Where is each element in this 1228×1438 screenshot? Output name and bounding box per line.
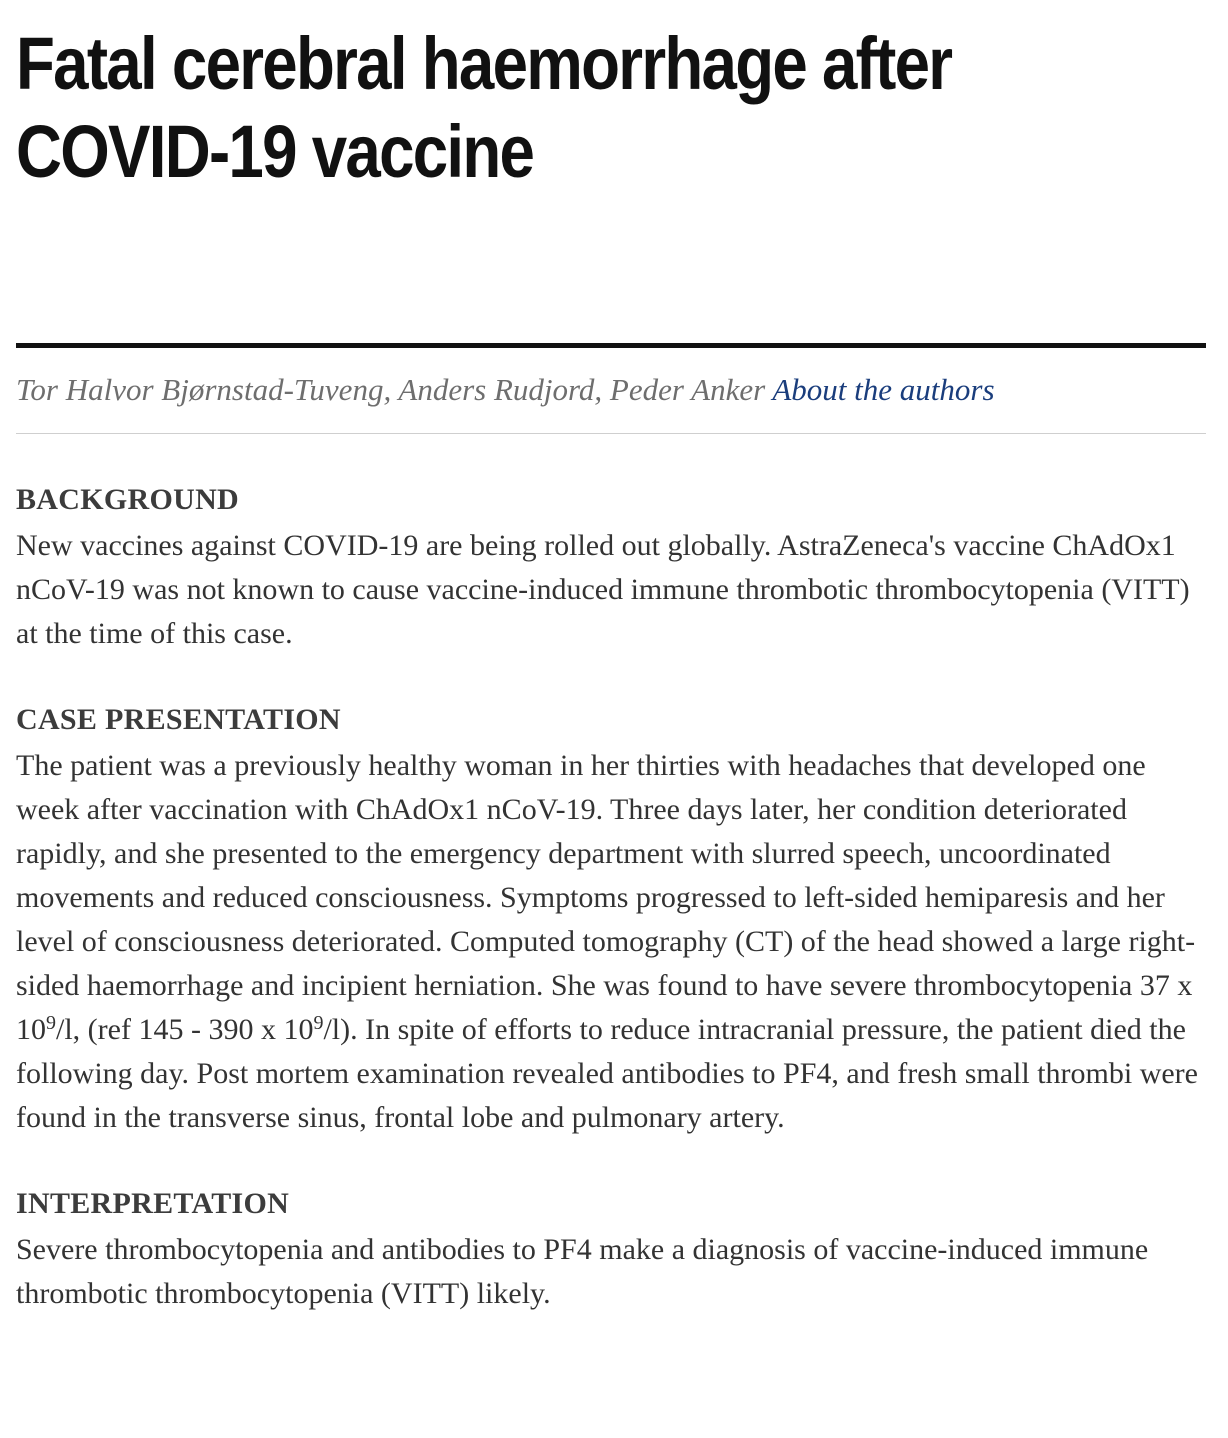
body-text: The patient was a previously healthy woman in her thirties with headaches that developed one week after vaccination with ChAdOx1 nCoV-19. Three days later, her condition deteriorated rapidly, and she presented to the emergency department with slurred speech, uncoordinated movements and reduced consciousness. Symptoms progressed to left-sided hemiparesis and her level of consciousness deteriorated. Computed tomography (CT) of the head showed a large right-sided haemorrhage and incipient herniation. She was found to have severe thrombocytopenia 37 x 10 xyxy=(16,749,1196,1046)
section-case-presentation xyxy=(16,700,1206,1140)
section-body: Severe thrombocytopenia and antibodies to PF4 make a diagnosis of vaccine-induced immune thrombotic thrombocytopenia (VITT) likely. xyxy=(16,1233,1149,1310)
section-heading: INTERPRETATION xyxy=(16,1187,290,1220)
byline-divider xyxy=(16,433,1206,434)
section-body: New vaccines against COVID-19 are being rolled out globally. AstraZeneca's vaccine ChAdOx1 nCoV-19 was not known to cause vaccine-induced immune thrombotic thrombocytopenia (VITT) at the time of this case. xyxy=(16,529,1190,650)
section-interpretation xyxy=(16,1184,1206,1316)
section-background xyxy=(16,480,1206,656)
section-body xyxy=(16,744,1206,1140)
body-text: /l, (ref 145 - 390 x 10 xyxy=(56,1013,314,1046)
section-heading: CASE PRESENTATION xyxy=(16,703,341,736)
byline xyxy=(16,370,1206,410)
article-title-line2: COVID-19 vaccine xyxy=(16,110,534,193)
superscript: 9 xyxy=(313,1012,324,1034)
title-divider xyxy=(16,343,1206,348)
article-page xyxy=(16,0,1206,1310)
article-title xyxy=(16,0,1203,196)
about-authors-link[interactable]: About the authors xyxy=(772,372,995,407)
body-text: /l). In spite of efforts to reduce intracranial pressure, the patient died the following day. Post mortem examination revealed antibodies to PF4, and fresh small thrombi were found in the transverse sinus, frontal lobe and pulmonary artery. xyxy=(16,1013,1198,1134)
abstract xyxy=(16,480,1206,1360)
author-list: Tor Halvor Bjørnstad-Tuveng, Anders Rudjord, Peder Anker xyxy=(16,372,766,407)
article-title-line1: Fatal cerebral haemorrhage after xyxy=(16,22,952,105)
superscript: 9 xyxy=(46,1012,56,1034)
section-heading: BACKGROUND xyxy=(16,483,240,516)
